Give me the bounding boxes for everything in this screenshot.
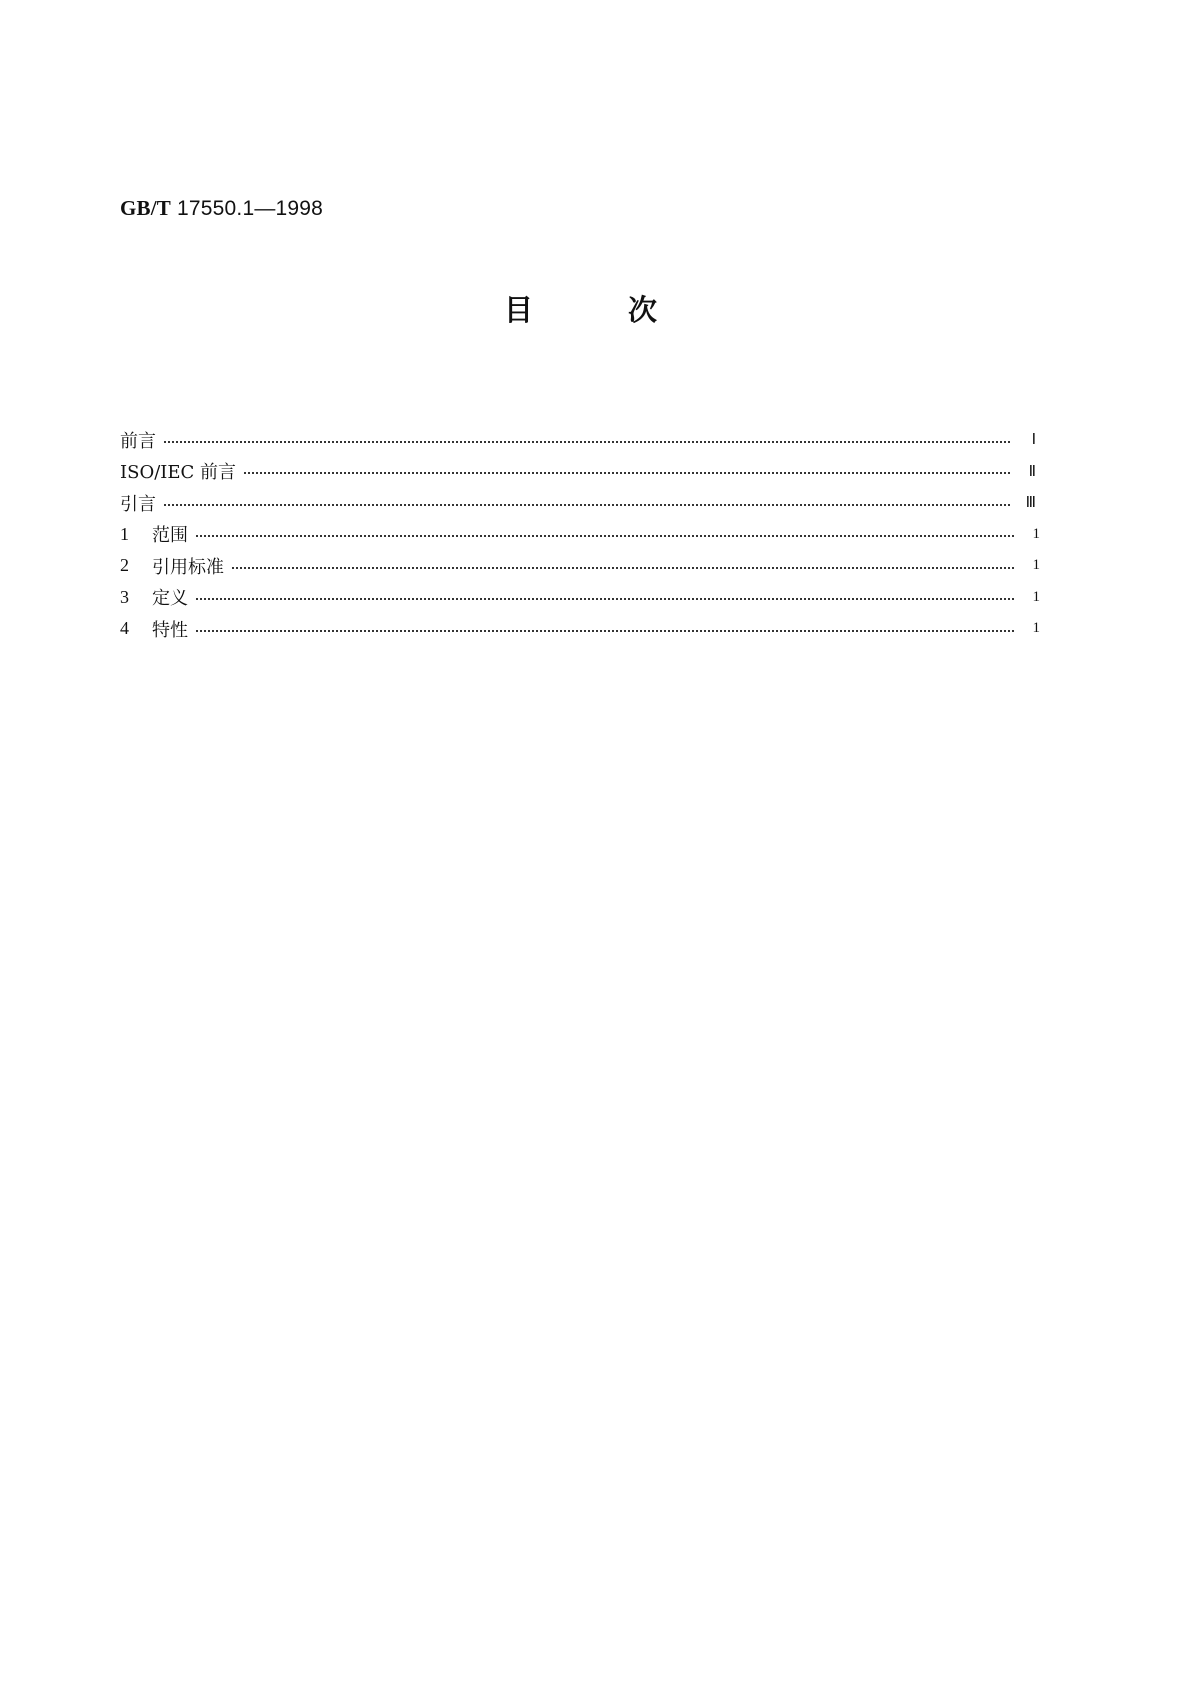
- title-char-2: 次: [628, 293, 658, 327]
- toc-entry-page: Ⅱ: [1028, 463, 1036, 480]
- toc-entry-iso-iec-foreword[interactable]: [120, 456, 1040, 488]
- toc-entry-page: 1: [1032, 588, 1040, 605]
- toc-entry-characteristics[interactable]: [120, 613, 1040, 645]
- toc-entry-label: 定义: [152, 588, 188, 610]
- standard-prefix: GB/T: [120, 196, 171, 220]
- toc-entry-definitions[interactable]: [120, 582, 1040, 614]
- toc-entry-normative-references[interactable]: [120, 550, 1040, 582]
- toc-entry-page: Ⅲ: [1025, 495, 1036, 512]
- toc-entry-number: 1: [120, 523, 129, 544]
- table-of-contents: [120, 424, 1040, 645]
- toc-entry-label: 特性: [152, 619, 188, 641]
- toc-dot-leader: [164, 504, 1010, 506]
- toc-dot-leader: [196, 598, 1014, 600]
- toc-dot-leader: [164, 441, 1010, 443]
- toc-entry-label: 范围: [152, 525, 188, 547]
- toc-dot-leader: [196, 535, 1014, 537]
- toc-entry-scope[interactable]: [120, 519, 1040, 551]
- title-char-1: 目: [504, 293, 534, 327]
- toc-entry-page: 1: [1032, 557, 1040, 574]
- toc-entry-number: 2: [120, 555, 129, 576]
- toc-dot-leader: [196, 630, 1014, 632]
- toc-entry-label: 前言: [120, 430, 156, 452]
- toc-entry-number: 3: [120, 586, 129, 607]
- page-title: [0, 288, 1191, 328]
- document-identifier: [120, 196, 323, 221]
- toc-entry-foreword[interactable]: [120, 424, 1040, 456]
- toc-entry-label: ISO/IEC 前言: [120, 462, 237, 484]
- toc-entry-page: 1: [1032, 620, 1040, 637]
- toc-entry-label: 引用标准: [152, 556, 224, 578]
- toc-entry-label: 引言: [120, 493, 156, 515]
- toc-entry-introduction[interactable]: [120, 487, 1040, 519]
- standard-number: 17550.1—1998: [177, 197, 324, 220]
- toc-entry-number: 4: [120, 618, 129, 639]
- toc-entry-page: Ⅰ: [1031, 432, 1036, 449]
- toc-dot-leader: [232, 567, 1014, 569]
- toc-entry-page: 1: [1032, 525, 1040, 542]
- toc-dot-leader: [244, 472, 1010, 474]
